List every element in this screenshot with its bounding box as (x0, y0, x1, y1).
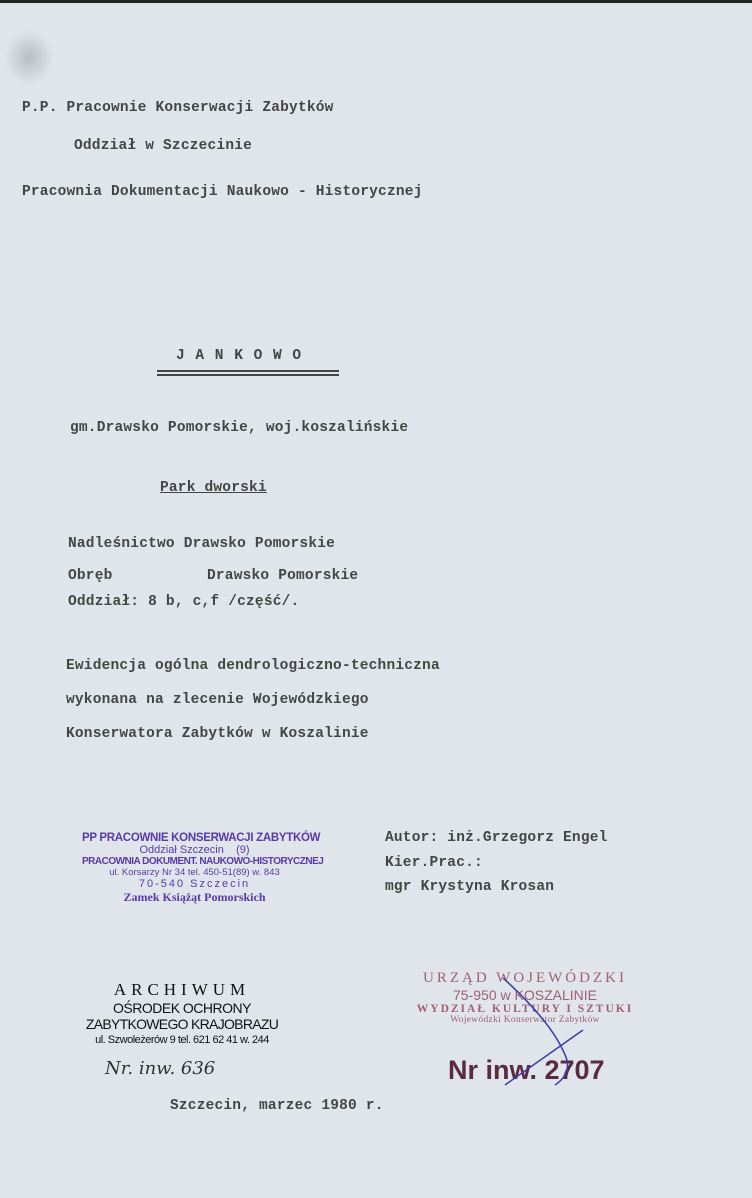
stamp-line: Oddział Szczecin (139, 844, 224, 856)
description-line: Konserwatora Zabytków w Koszalinie (66, 726, 369, 742)
handwritten-inventory-number: Nr. inw. 636 (105, 1058, 216, 1079)
stamp-line: OŚRODEK OCHRONY (113, 1000, 251, 1016)
stamp-line: WYDZIAŁ KULTURY I SZTUKI (416, 1003, 634, 1015)
precinct-value: Drawsko Pomorskie (207, 568, 359, 584)
pkz-stamp (82, 832, 324, 905)
head-label: Kier.Prac.: (385, 855, 483, 871)
description-line: wykonana na zlecenie Wojewódzkiego (66, 692, 369, 708)
subject: Park dworski (160, 480, 267, 496)
inventory-number-stamp: Nr inw. 2707 (448, 1055, 605, 1085)
stamp-line: PP PRACOWNIE KONSERWACJI ZABYTKÓW (82, 832, 321, 844)
stamp-line: Wojewódzki Konserwator Zabytków (450, 1015, 600, 1025)
archive-stamp (72, 980, 292, 1046)
location: gm.Drawsko Pomorskie, woj.koszalińskie (70, 420, 409, 436)
head-name: mgr Krystyna Krosan (385, 879, 555, 895)
stamp-line: Zamek Książąt Pomorskich (123, 890, 266, 904)
institution-department: Pracownia Dokumentacji Naukowo - Historycznej (22, 184, 423, 200)
stamp-line: ZABYTKOWEGO KRAJOBRAZU (85, 1016, 279, 1032)
forestry-district: Nadleśnictwo Drawsko Pomorskie (68, 536, 336, 552)
stamp-line: PRACOWNIA DOKUMENT. NAUKOWO-HISTORYCZNEJ (82, 856, 324, 867)
stamp-line: 75-950 w KOSZALINIE (453, 987, 597, 1003)
title-double-underline (157, 370, 339, 376)
place-and-date: Szczecin, marzec 1980 r. (170, 1098, 384, 1114)
stamp-line: ARCHIWUM (113, 980, 251, 999)
precinct-label: Obręb (68, 568, 113, 584)
scan-edge (0, 0, 752, 3)
section: Oddział: 8 b, c,f /część/. (68, 594, 300, 610)
stamp-line: 70-540 Szczecin (138, 878, 251, 890)
stamp-line: (9) (236, 844, 250, 856)
institution-name: P.P. Pracownie Konserwacji Zabytków (22, 100, 334, 116)
description-line: Ewidencja ogólna dendrologiczno-techniczna (66, 658, 440, 674)
stamp-line: URZĄD WOJEWÓDZKI (423, 970, 627, 986)
document-title: J A N K O W O (176, 348, 303, 364)
institution-branch: Oddział w Szczecinie (74, 138, 253, 154)
pen-cross-mark (495, 975, 585, 1090)
stamp-line: ul. Korsarzy Nr 34 tel. 450-51(89) w. 843 (109, 867, 280, 878)
author: Autor: inż.Grzegorz Engel (385, 830, 608, 846)
scan-smudge (4, 30, 54, 85)
stamp-line: ul. Szwoleżerów 9 tel. 621 62 41 w. 244 (95, 1034, 269, 1046)
